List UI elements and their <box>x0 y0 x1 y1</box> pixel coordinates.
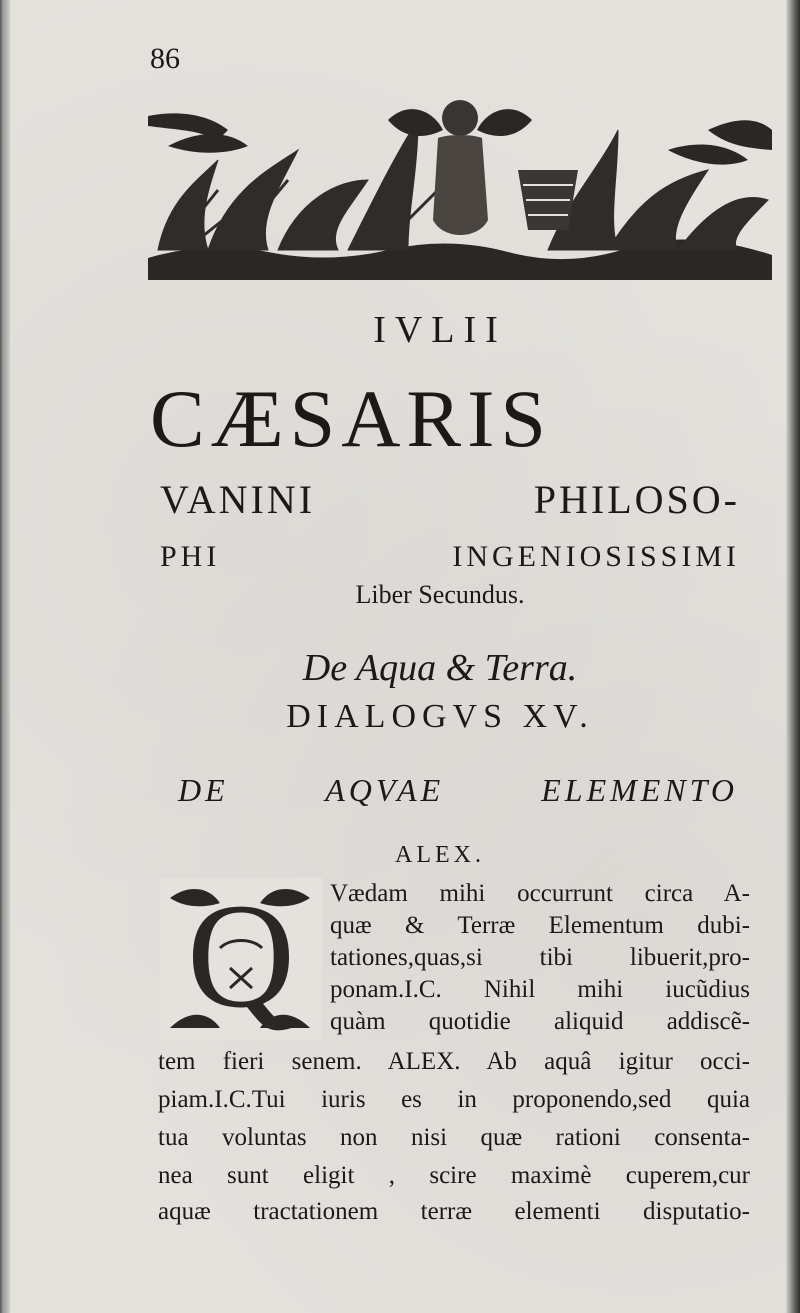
woodcut-headpiece-ornament <box>148 90 772 280</box>
title-line-caesaris: CÆSARIS <box>150 373 553 464</box>
title-line-vanini: VANINI PHILOSO- <box>160 477 740 522</box>
body-line: quæ & Terræ Elementum dubi- <box>330 912 750 939</box>
section-title: DE AQVAE ELEMENTO <box>178 772 738 808</box>
subtitle: De Aqua & Terra. <box>302 647 578 689</box>
body-line: nea sunt eligit , scire maximè cuperem,cur <box>158 1162 750 1189</box>
body-line: tationes,quas,si tibi libuerit,pro- <box>330 944 750 971</box>
body-line: tua voluntas non nisi quæ rationi consenta- <box>158 1124 750 1151</box>
body-line: Vædam mihi occurrunt circa A- <box>330 880 750 907</box>
dialogue-label: DIALOGVS XV. <box>286 698 594 735</box>
drop-cap-letter: Q <box>186 878 296 1039</box>
title-line-liber: Liber Secundus. <box>355 580 525 609</box>
title-line-iulii: IVLII <box>373 309 507 351</box>
page-gutter-shadow <box>0 0 10 1313</box>
body-line: ponam.I.C. Nihil mihi iucũdius <box>330 976 750 1003</box>
body-line: quàm quotidie aliquid addiscẽ- <box>330 1008 750 1035</box>
ornamental-drop-cap <box>160 878 322 1040</box>
speaker-label: ALEX. <box>395 842 485 868</box>
body-line: tem fieri senem. ALEX. Ab aquâ igitur occi- <box>158 1048 750 1075</box>
page-number: 86 <box>150 42 180 75</box>
body-line: aquæ tractationem terræ elementi disputatio- <box>158 1198 750 1225</box>
title-line-phi: PHI INGENIOSISSIMI <box>160 540 740 573</box>
body-line: piam.I.C.Tui iuris es in proponendo,sed quia <box>158 1086 750 1113</box>
